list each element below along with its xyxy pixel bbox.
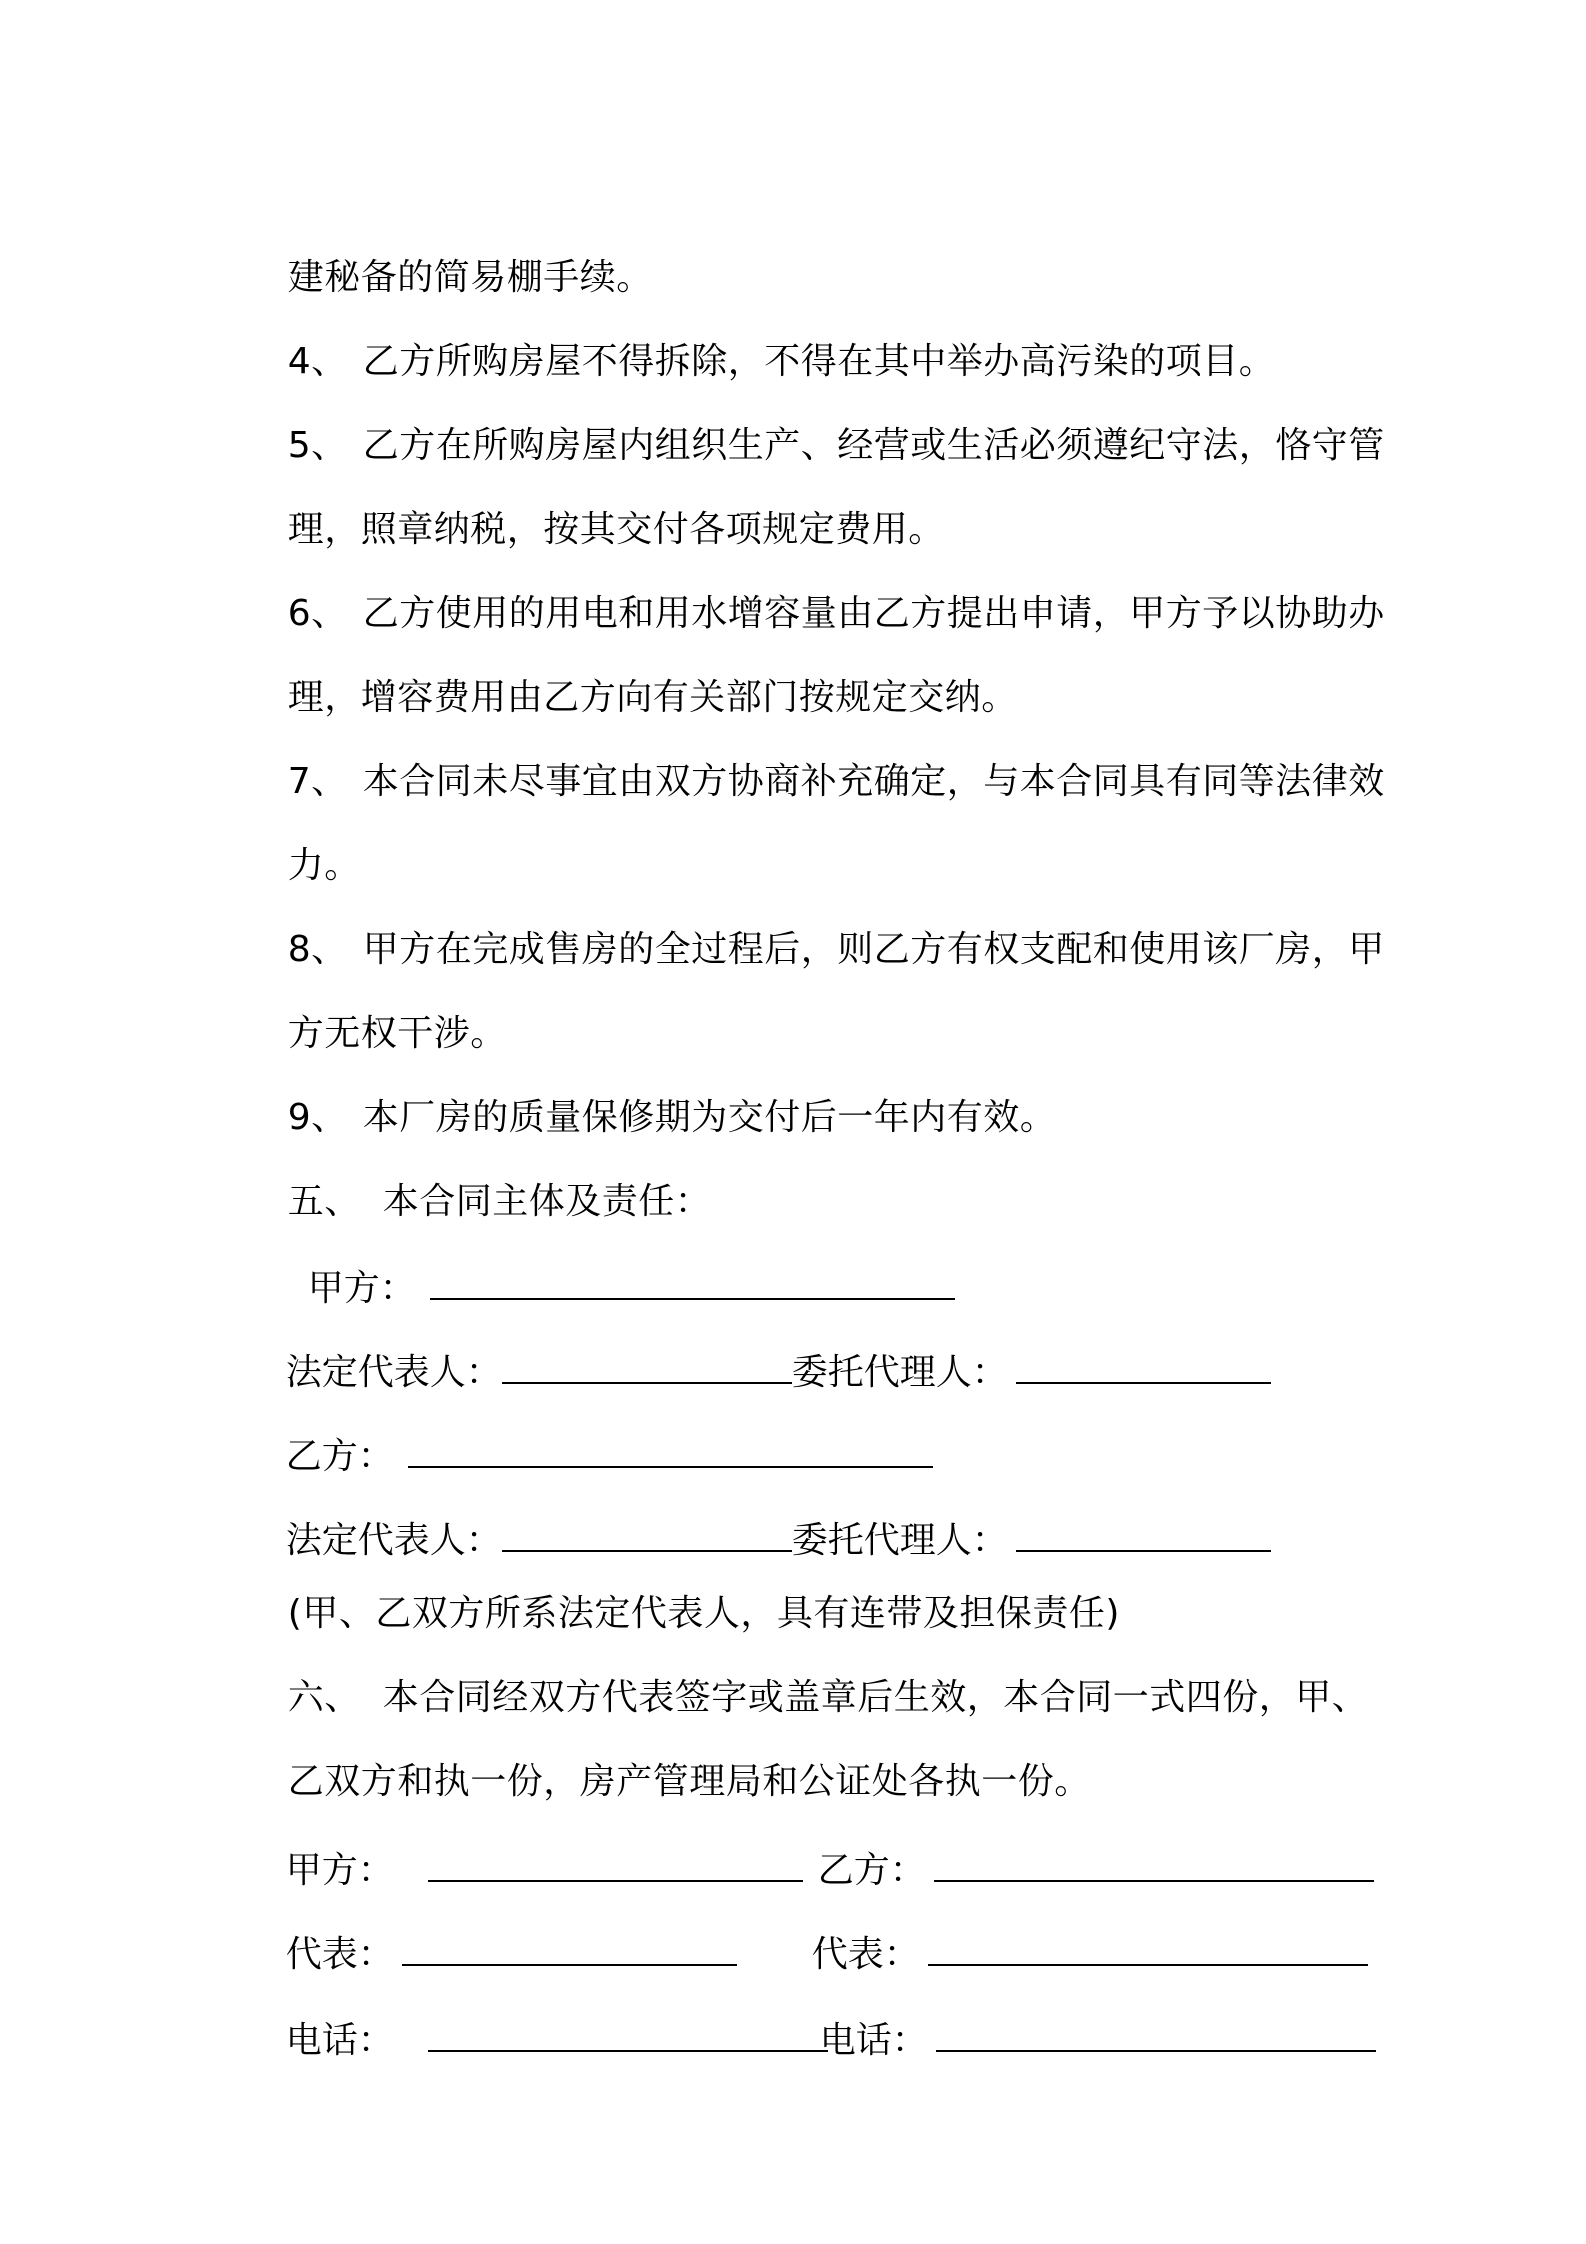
signature-phone-b: [774, 1964, 1376, 2061]
clause-8-continued: [240, 962, 507, 1054]
clause-number: 9、: [287, 1097, 348, 1138]
clause-text: 本厂房的质量保修期为交付后一年内有效。: [362, 1097, 1057, 1138]
party-b-blank[interactable]: [408, 1428, 933, 1468]
clause-7-continued: [240, 794, 361, 886]
party-b-label: 乙方：: [285, 1436, 394, 1477]
section-5-heading: [240, 1130, 712, 1222]
party-a-signature-blank[interactable]: [428, 1842, 803, 1882]
party-b-label: 乙方：: [817, 1850, 926, 1891]
clause-text: 甲方在完成售房的全过程后，则乙方有权支配和使用该厂房，甲: [362, 929, 1385, 970]
party-a-rep-row: [240, 1296, 1271, 1393]
party-b-signature-blank[interactable]: [934, 1842, 1374, 1882]
signature-rep-b: [766, 1878, 1368, 1975]
section-number: 五、: [287, 1181, 361, 1222]
phone-a-blank[interactable]: [428, 2012, 828, 2052]
section-text: 乙双方和执一份，房产管理局和公证处各执一份。: [287, 1761, 1091, 1802]
clause-text: 理，照章纳税，按其交付各项规定费用。: [287, 509, 945, 550]
clause-text: 力。: [287, 845, 361, 886]
paragraph-line: [240, 206, 653, 298]
clause-text: 理，增容费用由乙方向有关部门按规定交纳。: [287, 677, 1018, 718]
clause-7: [240, 710, 1385, 802]
phone-b-blank[interactable]: [936, 2012, 1376, 2052]
legal-rep-label: 法定代表人：: [285, 1352, 502, 1393]
agent-label: 委托代理人：: [791, 1520, 1008, 1561]
liability-note: [240, 1542, 1120, 1634]
note-text: (甲、乙双方所系法定代表人，具有连带及担保责任): [287, 1593, 1120, 1634]
signature-party-a: [240, 1794, 803, 1891]
signature-rep-a: [240, 1878, 737, 1975]
phone-a-label: 电话：: [285, 2020, 394, 2061]
clause-9: [240, 1046, 1057, 1138]
clause-8: [240, 878, 1385, 970]
clause-4: [240, 290, 1276, 382]
section-title: 本合同主体及责任：: [382, 1181, 712, 1222]
rep-a-blank[interactable]: [402, 1926, 737, 1966]
rep-a-label: 代表：: [285, 1934, 394, 1975]
party-a-label: 甲方：: [285, 1850, 394, 1891]
clause-number: 8、: [287, 929, 348, 970]
clause-text: 乙方使用的用电和用水增容量由乙方提出申请，甲方予以协助办: [362, 593, 1385, 634]
clause-6-continued: [240, 626, 1018, 718]
rep-b-label: 代表：: [811, 1934, 920, 1975]
phone-b-label: 电话：: [819, 2020, 928, 2061]
party-a-row: [262, 1212, 955, 1309]
agent-label: 委托代理人：: [791, 1352, 1008, 1393]
agent-blank[interactable]: [1016, 1344, 1271, 1384]
clause-5: [240, 374, 1385, 466]
signature-party-b: [772, 1794, 1374, 1891]
clause-text: 乙方在所购房屋内组织生产、经营或生活必须遵纪守法，恪守管: [362, 425, 1385, 466]
clause-5-continued: [240, 458, 945, 550]
party-b-rep-row: [240, 1464, 1271, 1561]
section-text: 本合同经双方代表签字或盖章后生效，本合同一式四份，甲、: [382, 1677, 1369, 1718]
section-6: [240, 1626, 1369, 1718]
legal-rep-label: 法定代表人：: [285, 1520, 502, 1561]
party-a-label: 甲方：: [307, 1268, 416, 1309]
clause-number: 6、: [287, 593, 348, 634]
clause-6: [240, 542, 1385, 634]
rep-b-blank[interactable]: [928, 1926, 1368, 1966]
clause-text: 乙方所购房屋不得拆除，不得在其中举办高污染的项目。: [362, 341, 1276, 382]
clause-text: 本合同未尽事宜由双方协商补充确定，与本合同具有同等法律效: [362, 761, 1385, 802]
party-a-blank[interactable]: [430, 1260, 955, 1300]
clause-number: 4、: [287, 341, 348, 382]
clause-number: 7、: [287, 761, 348, 802]
signature-phone-a: [240, 1964, 828, 2061]
section-number: 六、: [287, 1677, 361, 1718]
clause-text: 方无权干涉。: [287, 1013, 507, 1054]
party-b-row: [240, 1380, 933, 1477]
section-6-continued: [240, 1710, 1091, 1802]
paragraph-text: 建秘备的简易棚手续。: [287, 257, 653, 298]
legal-rep-blank[interactable]: [502, 1344, 792, 1384]
clause-number: 5、: [287, 425, 348, 466]
